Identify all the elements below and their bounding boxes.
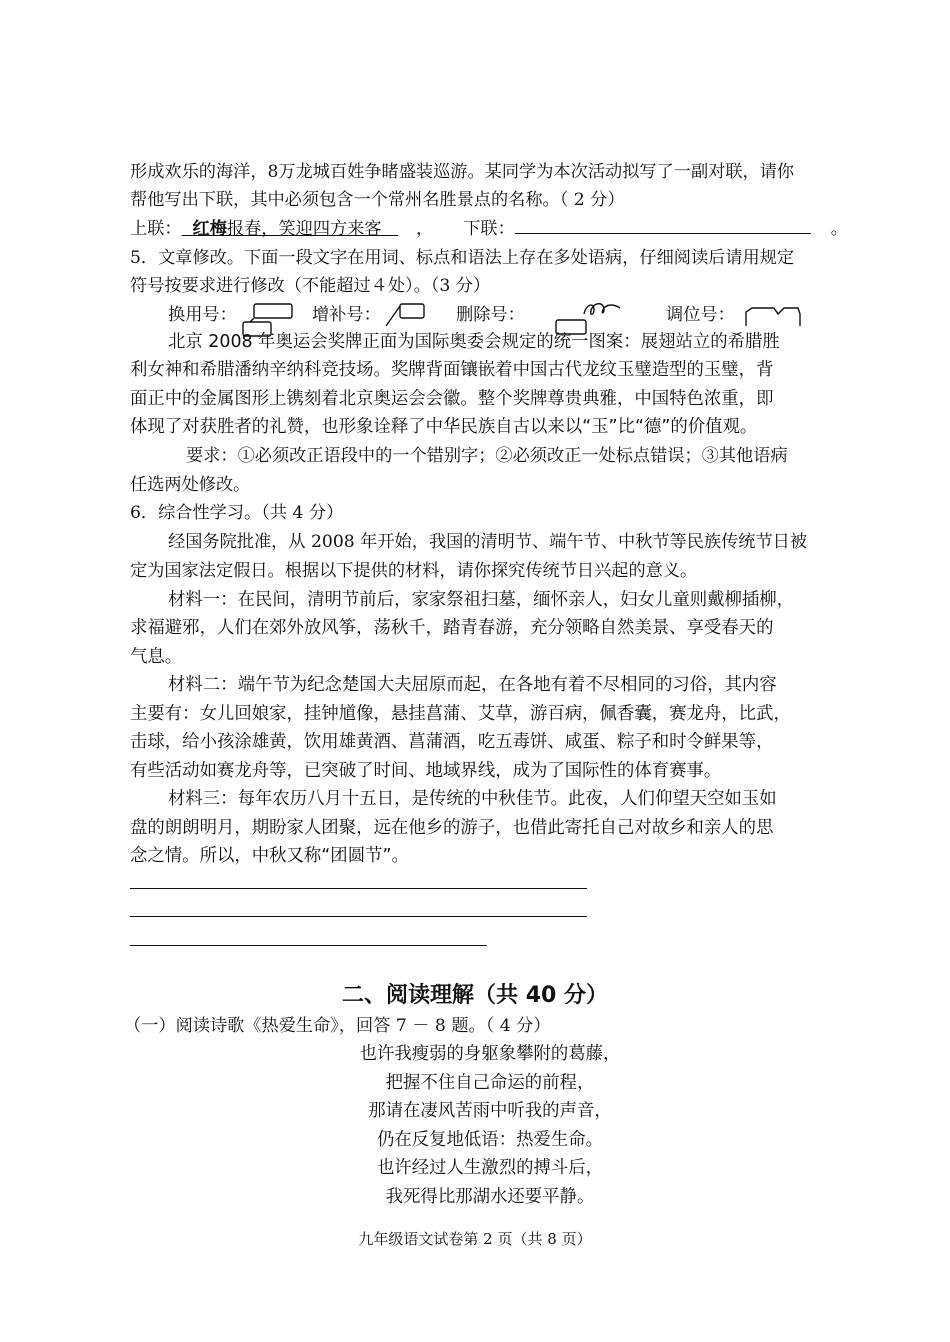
q5-line-1: 5．文章修改。下面一段文字在用词、标点和语法上存在多处语病，仔细阅读后请用规定 — [130, 248, 795, 268]
passage-line-3: 面正中的金属图形上镌刻着北京奥运会会徽。整个奖牌尊贵典雅，中国特色浓重，即 — [130, 389, 774, 409]
passage-line-2: 利女神和希腊潘纳辛纳科竞技场。奖牌背面镶嵌着中国古代龙纹玉璧造型的玉璧，背 — [130, 360, 774, 380]
lower-couplet-label: 下联： — [463, 219, 515, 239]
answer-line-2[interactable] — [130, 916, 587, 917]
material2-line-2: 主要有：女儿回娘家，挂钟馗像，悬挂菖蒲、艾草，游百病，佩香囊，赛龙舟，比武， — [130, 704, 791, 724]
upper-couplet-bold: 红梅 — [192, 219, 227, 239]
add-symbol-label: 增补号： — [312, 305, 381, 325]
replace-symbol-label: 换用号： — [168, 305, 237, 325]
material1-line-3: 气息。 — [130, 647, 183, 667]
passage-line-4: 体现了对获胜者的礼赞，也形象诠释了中华民族自古以来以“玉”比“德”的价值观。 — [130, 417, 758, 437]
poem-line-4: 仍在反复地低语：热爱生命。 — [376, 1130, 604, 1150]
q4-line-1: 形成欢乐的海洋，8万龙城百姓争睹盛装巡游。某同学为本次活动拟写了一副对联，请你 — [130, 162, 795, 182]
answer-line-1[interactable] — [130, 888, 587, 889]
page-footer: 九年级语文试卷第 2 页（共 8 页） — [358, 1230, 592, 1248]
q6-heading: 6．综合性学习。（共 4 分） — [130, 503, 344, 523]
material3-line-2: 盘的朗朗明月，期盼家人团聚，远在他乡的游子，也借此寄托自己对故乡和亲人的思 — [130, 818, 774, 838]
poem-line-6: 我死得比那湖水还要平静。 — [385, 1187, 595, 1207]
upper-couplet-label: 上联： — [130, 219, 182, 239]
insert-mark-icon — [380, 300, 430, 330]
q6-intro-1: 经国务院批准，从 2008 年开始，我国的清明节、端午节、中秋节等民族传统节日被 — [168, 532, 808, 552]
upper-couplet-rest: 报春，笑迎四方来客 — [226, 219, 382, 239]
q5-line-2: 符号按要求进行修改（不能超过４处）。（3 分） — [130, 276, 491, 296]
couplet-line — [130, 215, 848, 243]
answer-line-3[interactable] — [130, 945, 487, 946]
poem-line-2: 把握不住自己命运的前程， — [385, 1073, 595, 1093]
material1-line-2: 求福避邪，人们在郊外放风筝，荡秋千，踏青春游，充分领略自然美景、享受春天的 — [130, 618, 774, 638]
poem-line-1: 也许我瘦弱的身躯象攀附的葛藤， — [359, 1044, 621, 1064]
requirement-line-2: 任选两处修改。 — [130, 475, 251, 495]
requirement-line-1: 要求：①必须改正语段中的一个错别字；②必须改正一处标点错误；③其他语病 — [186, 446, 788, 466]
reorder-symbol-label: 调位号： — [666, 305, 735, 325]
material2-line-3: 击球，给小孩涂雄黄，饮用雄黄酒、菖蒲酒，吃五毒饼、咸蛋、粽子和时令鲜果等， — [130, 732, 774, 752]
upper-couplet — [182, 219, 398, 239]
material3-line-3: 念之情。所以，中秋又称“团圆节”。 — [130, 846, 409, 866]
delete-symbol-label: 删除号： — [456, 305, 525, 325]
section-subheading: （一）阅读诗歌《热爱生命》，回答 7 － 8 题。（ 4 分） — [124, 1016, 551, 1036]
lower-couplet-blank[interactable] — [515, 215, 811, 234]
poem-line-5: 也许经过人生激烈的搏斗后， — [376, 1158, 604, 1178]
material2-line-4: 有些活动如赛龙舟等，已突破了时间、地域界线，成为了国际性的体育赛事。 — [130, 761, 722, 781]
reorder-mark-icon — [740, 302, 805, 330]
q6-intro-2: 定为国家法定假日。根据以下提供的材料，请你探究传统节日兴起的意义。 — [130, 561, 698, 581]
poem-line-3: 那请在凄风苦雨中听我的声音， — [368, 1101, 612, 1121]
material2-line-1: 材料二：端午节为纪念楚国大夫屈原而起，在各地有着不尽相同的习俗，其内容 — [168, 675, 777, 695]
material3-line-1: 材料三：每年农历八月十五日，是传统的中秋佳节。此夜，人们仰望天空如玉如 — [168, 789, 777, 809]
couplet-comma: ， — [416, 219, 434, 239]
section-title: 二、阅读理解（共 40 分） — [342, 983, 608, 1008]
couplet-period: 。 — [830, 219, 848, 239]
q4-line-2: 帮他写出下联，其中必须包含一个常州名胜景点的名称。（ 2 分） — [130, 190, 625, 210]
material1-line-1: 材料一：在民间，清明节前后，家家祭祖扫墓，缅怀亲人，妇女儿童则戴柳插柳， — [168, 590, 795, 610]
passage-line-1: 北京 2008 年奥运会奖牌正面为国际奥委会规定的统一图案：展翅站立的希腊胜 — [168, 332, 780, 352]
